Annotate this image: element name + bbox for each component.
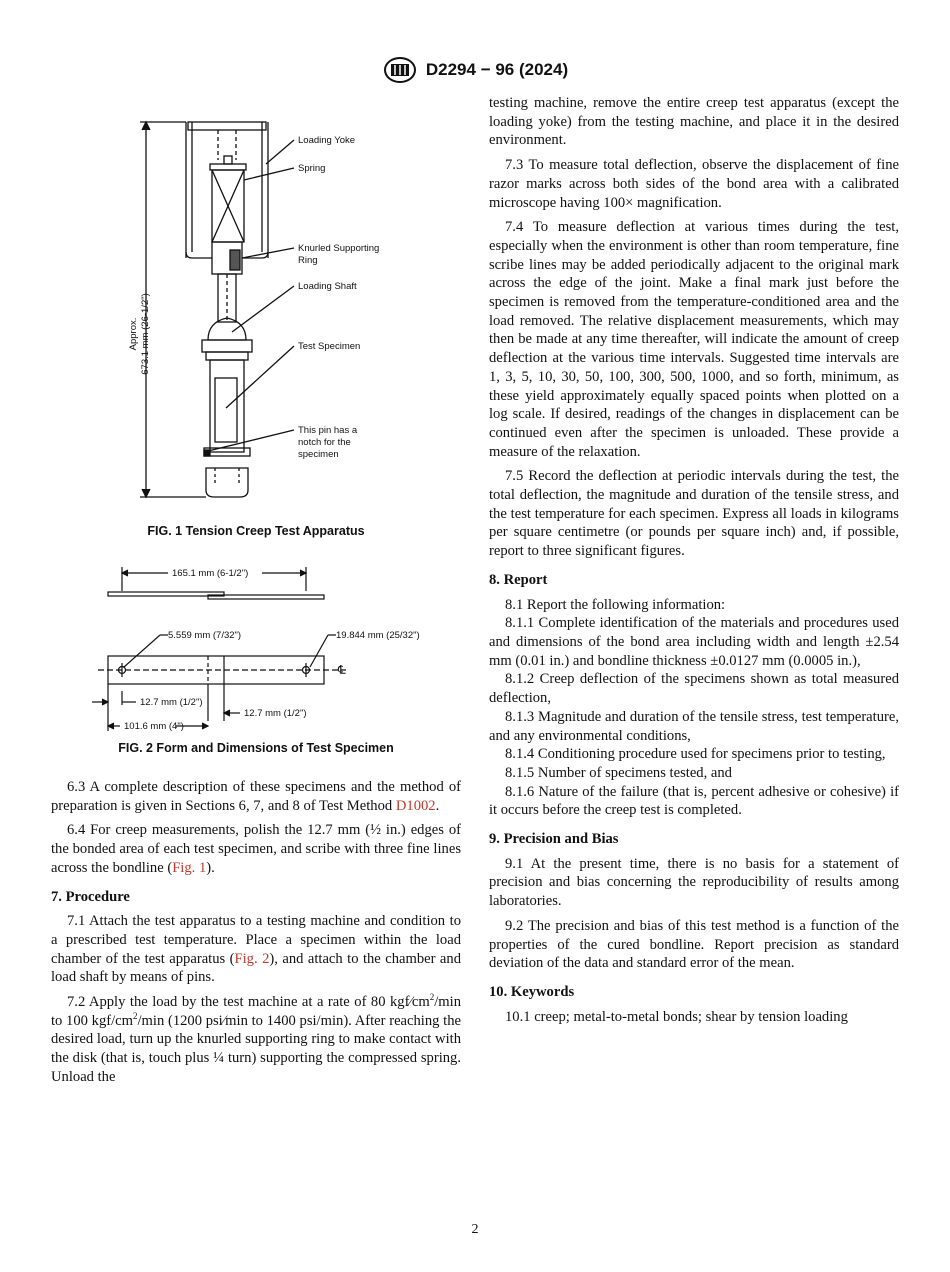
- left-column-text: [51, 778, 461, 1093]
- standard-designation: D2294 − 96 (2024): [425, 60, 569, 79]
- label-knurled-ring-1: Knurled Supporting: [298, 243, 380, 254]
- section-9-heading: 9. Precision and Bias: [489, 831, 619, 848]
- paragraph-8-1-2: 8.1.2 Creep deflection of the specimens shown as total measured deflection,: [489, 671, 899, 707]
- astm-logo-icon: [382, 56, 418, 84]
- right-column-text: [489, 94, 899, 1032]
- dimension-label-1: Approx.: [128, 317, 139, 351]
- label-specimen-width: 19.844 mm (25/32"): [336, 630, 420, 641]
- paragraph-8-1-3: 8.1.3 Magnitude and duration of the tensile stress, test temperature, and any environmental conditions,: [489, 708, 899, 744]
- label-pin-1: This pin has a: [298, 425, 358, 436]
- label-knurled-ring-2: Ring: [298, 255, 318, 266]
- paragraph-8-1-1: 8.1.1 Complete identification of the materials and procedures used and dimensions of the bond area including width and length ±2.54 mm (0.01 in.) and bondline thickness ±0.0127 mm (0.0005 in.),: [489, 615, 899, 669]
- label-overall-length: 165.1 mm (6-1/2"): [172, 568, 249, 579]
- label-overlap-length: 101.6 mm (4"): [124, 721, 184, 732]
- paragraph-8-1-4: 8.1.4 Conditioning procedure used for specimens prior to testing,: [505, 746, 886, 763]
- paragraph-7-2: 7.2 Apply the load by the test machine at a rate of 80 $kgf⁄cm^2/\min$ to 100 kgf/$cm^2/\min$ (1200 psi⁄min to 1400 psi/min). After reaching the desired load, turn up the knurled supporting ring to make contact with the disk (that is, touch plus ¼ turn) supporting the compressed spring. Unload the: [51, 992, 461, 1085]
- page-header: [0, 56, 950, 84]
- label-spring: Spring: [298, 163, 326, 174]
- paragraph-10-1: 10.1 creep; metal-to-metal bonds; shear by tension loading: [505, 1008, 848, 1025]
- figure-2-caption: FIG. 2 Form and Dimensions of Test Specimen: [118, 741, 394, 755]
- figure-1-drawing: [120, 112, 390, 507]
- paragraph-7-1: 7.1 Attach the test apparatus to a testing machine and condition to a prescribed test temperature. Place a specimen within the load chamber of the test apparatus (Fig. 2), and attach to the chamber and load shaft by means of pins.: [51, 913, 461, 986]
- page-number: 2: [471, 1222, 479, 1237]
- paragraph-7-3: 7.3 To measure total deflection, observe the displacement of fine razor marks across both sides of the bond area with a calibrated microscope having 100× magnification.: [489, 157, 899, 211]
- figure-1-caption: FIG. 1 Tension Creep Test Apparatus: [147, 524, 365, 538]
- paragraph-9-1: 9.1 At the present time, there is no basis for a statement of precision and bias concerning the reproducibility of results among laboratories.: [489, 855, 899, 910]
- paragraph-8-1-5: 8.1.5 Number of specimens tested, and: [505, 764, 732, 781]
- label-pin-3: specimen: [298, 449, 339, 460]
- link-fig-1[interactable]: Fig. 1: [172, 859, 207, 876]
- section-8-heading: 8. Report: [489, 571, 548, 588]
- paragraph-8-1-6: 8.1.6 Nature of the failure (that is, percent adhesive or cohesive) if it occurs before the creep test is completed.: [489, 783, 899, 819]
- figure-2-drawing: [84, 563, 434, 738]
- paragraph-7-5: 7.5 Record the deflection at periodic intervals during the test, the total deflection, the magnitude and duration of the tensile stress, and the test temperature for each specimen. Express all loads in kilograms per square centimetre (or pounds per square inch) and, if possible, report to three significant figures.: [489, 468, 899, 560]
- paragraph-6-4: 6.4 For creep measurements, polish the 12.7 mm (½ in.) edges of the bonded area of each test specimen, and scribe with three fine lines across the bondline (Fig. 1).: [51, 822, 461, 876]
- label-edge-distance-right: 12.7 mm (1/2"): [244, 708, 307, 719]
- link-d1002[interactable]: D1002: [395, 797, 436, 814]
- label-pin-2: notch for the: [298, 437, 351, 448]
- link-fig-2[interactable]: Fig. 2: [234, 950, 270, 967]
- label-loading-shaft: Loading Shaft: [298, 281, 357, 292]
- label-loading-yoke: Loading Yoke: [298, 135, 356, 146]
- section-7-heading: 7. Procedure: [51, 888, 130, 905]
- label-test-specimen: Test Specimen: [298, 341, 361, 352]
- label-centerline: ℄: [338, 663, 346, 677]
- paragraph-7-2-continued: testing machine, remove the entire creep test apparatus (except the loading yoke) from the testing machine, and place it in the desired environment.: [489, 95, 899, 149]
- paragraph-9-2: 9.2 The precision and bias of this test method is a function of the properties of the cured bondline. Report precision as standard deviation of the data and standard error of the mean.: [489, 917, 899, 972]
- paragraph-6-3: 6.3 A complete description of these specimens and the method of preparation is given in Sections 6, 7, and 8 of Test Method D1002.: [51, 779, 461, 814]
- paragraph-7-4: 7.4 To measure deflection at various times during the test, especially when the environment is other than room temperature, fine scribe lines may be added periodically adjacent to the original mark across the edge of the joint. Make a final mark just before the specimen is removed from the temperature-conditioned area and the load removed. The relative displacement measurements, which may then be made at any time thereafter, will indicate the amount of creep deflection at the various time intervals. Suggested time intervals are 1, 3, 5, 10, 30, 50, 100, 300, 500, 1000, and so forth, minimum, as these yield approximately equally spaced points when plotted on a log scale. If desired, readings of the changes in displacement can be continued even after the specimen is unloaded. These provide a measure of the relaxation.: [489, 219, 899, 460]
- section-10-heading: 10. Keywords: [489, 983, 575, 1000]
- label-edge-distance-left: 12.7 mm (1/2"): [140, 697, 203, 708]
- paragraph-8-1: 8.1 Report the following information:: [505, 596, 726, 613]
- label-hole-diameter: 5.559 mm (7/32"): [168, 630, 242, 641]
- dimension-label-2: 673.1 mm (26-1/2"): [140, 293, 151, 375]
